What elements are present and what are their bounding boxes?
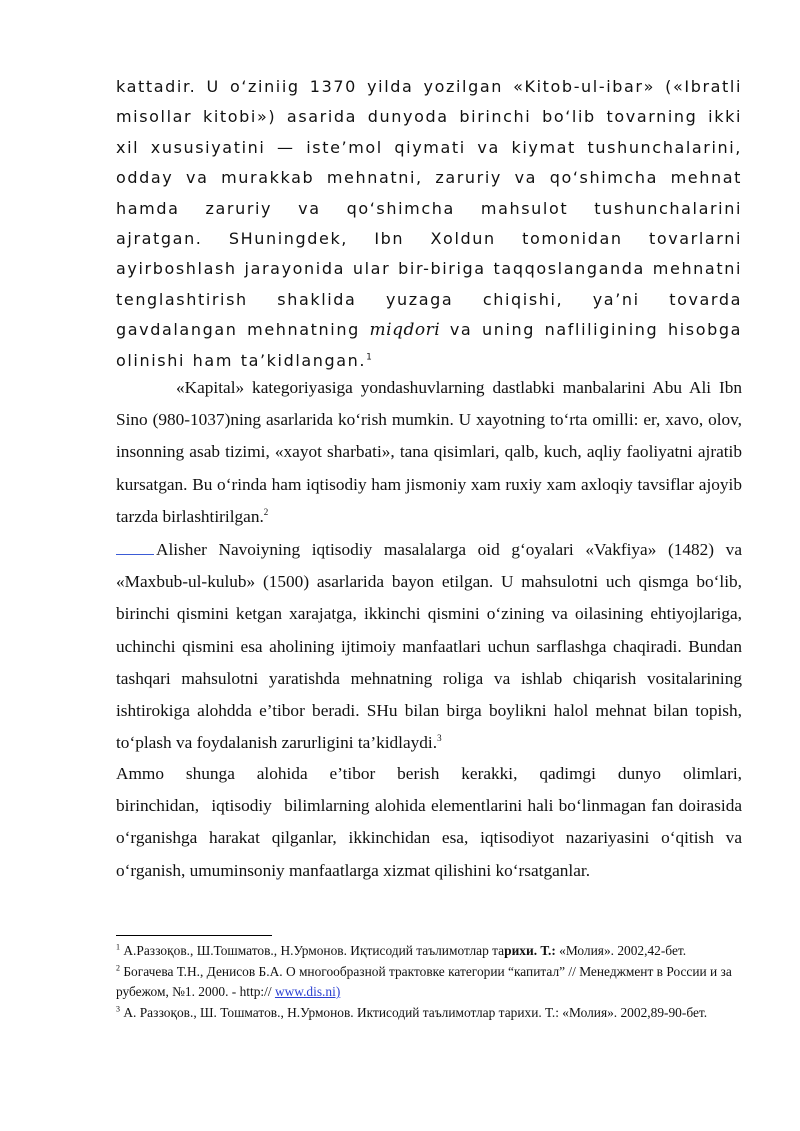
footnote-text: Богачева Т.Н., Денисов Б.А. О многообразной трактовке категории “капитал” // Менеджмент в России и за рубежом, №1. 2000. - http:// — [116, 963, 732, 999]
footnote-ref-2[interactable]: 2 — [263, 507, 269, 518]
footnote-number: 1 — [116, 942, 120, 952]
footnote-2 — [116, 962, 746, 1003]
footnote-text: «Молия». 2002,42-бет. — [555, 943, 687, 958]
footnote-bold-text: рихи. Т.: — [504, 943, 556, 958]
footnote-number: 3 — [116, 1004, 120, 1014]
paragraph-conclusion — [116, 758, 742, 887]
footnote-ref-3[interactable]: 3 — [437, 733, 442, 744]
footnote-1 — [116, 941, 746, 962]
footnote-text: А. Раззоқов., Ш. Тошматов., Н.Урмонов. Иктисодий таълимотлар тарихи. Т.: «Молия». 2002,89-90-бет. — [123, 1004, 708, 1020]
italic-word: miqdori — [369, 320, 441, 341]
footnote-text: А.Раззоқов., Ш.Тошматов., Н.Урмонов. Иқтисодий таълимотлар та — [123, 943, 505, 958]
paragraph-navoiy — [116, 534, 742, 759]
paragraph-text: Alisher Navoiyning iqtisodiy masalalarga oid g‘oyalari «Vakfiya» (1482) va «Maxbub-ul-kulub» (1500) asarlarida bayon etilgan. U mahsulotni uch qismga bo‘lib, birinchi qismini ketgan xarajatga, ikkinchi qismini o‘zining va oilasining ehtiyojlariga, uchinchi qismini esa aholining ijtimoiy manfaatlari uchun sarflashga chaqiradi. Bundan tashqari mahsulotni yaratishda mehnatning roliga va ishlab chiqarish vositalarining ishtirokiga alohdda e’tibor beradi. SHu bilan birga boylikni halol mehnat bilan topish, to‘plash va foydalanish zarurligini ta’kidlaydi. — [116, 540, 742, 753]
footnote-ref-1[interactable]: 1 — [366, 352, 372, 363]
paragraph-text: kattadir. U o‘ziniig 1370 yilda yozilgan «Kitob-ul-ibar» («Ibratli misollar kitobi») asarida dunyoda birinchi bo‘lib tovarning ikki xil xususiyatini — iste’mol qiymati va kiymat tushunchalarini, odday va murakkab mehnatni, zaruriy va qo‘shimcha mehnat hamda zaruriy va qo‘shimcha mahsulot tushunchalarini ajratgan. SHuningdek, Ibn Xoldun tomonidan tovarlarni ayirboshlash jarayonida ular bir-biriga taqqoslanganda mehnatni tenglashtirish shaklida yuzaga chiqishi, ya’ni tovarda gavdalangan mehnatning — [116, 77, 742, 340]
paragraph-ibn-sino — [116, 372, 742, 533]
footnote-number: 2 — [116, 963, 120, 973]
footnotes — [116, 941, 746, 1023]
paragraph-ibn-xoldun — [116, 72, 742, 376]
footnote-separator — [116, 935, 272, 936]
paragraph-text: alohida elementlarini hali bo‘linmagan fan doirasida o‘rganishga harakat qilganlar, ikkinchidan esa, iqtisodiyot nazariyasini o‘qitish va o‘rganish, umuminsoniy manfaatlarga xizmat qilishini ko‘rsatganlar. — [116, 796, 743, 880]
indent-underline — [116, 540, 154, 555]
paragraph-text: Ammo shunga alohida e’tibor berish kerakki, qadimgi dunyo olimlari, birinchidan, iqtisodiy bilimlarning — [116, 764, 742, 816]
paragraph-text: va uning nafliligining hisobga olinishi ham ta’kidlangan. — [116, 320, 743, 370]
footnote-3 — [116, 1003, 746, 1024]
footnote-link[interactable]: www.dis.ni) — [274, 984, 341, 999]
paragraph-text: «Kapital» kategoriyasiga yondashuvlarning dastlabki manbalarini Abu Ali Ibn Sino (980-1037)ning asarlarida ko‘rish mumkin. U xayotning to‘rta omilli: er, xavo, olov, insonning asab tizimi, «xayot sharbati», tana qisimlari, qalb, kuch, aqliy faoliyatni ajratib kursatgan. Bu o‘rinda ham iqtisodiy ham jismoniy xam ruxiy xam axloqiy tavsiflar ajoyib tarzda birlashtirilgan. — [116, 378, 742, 526]
